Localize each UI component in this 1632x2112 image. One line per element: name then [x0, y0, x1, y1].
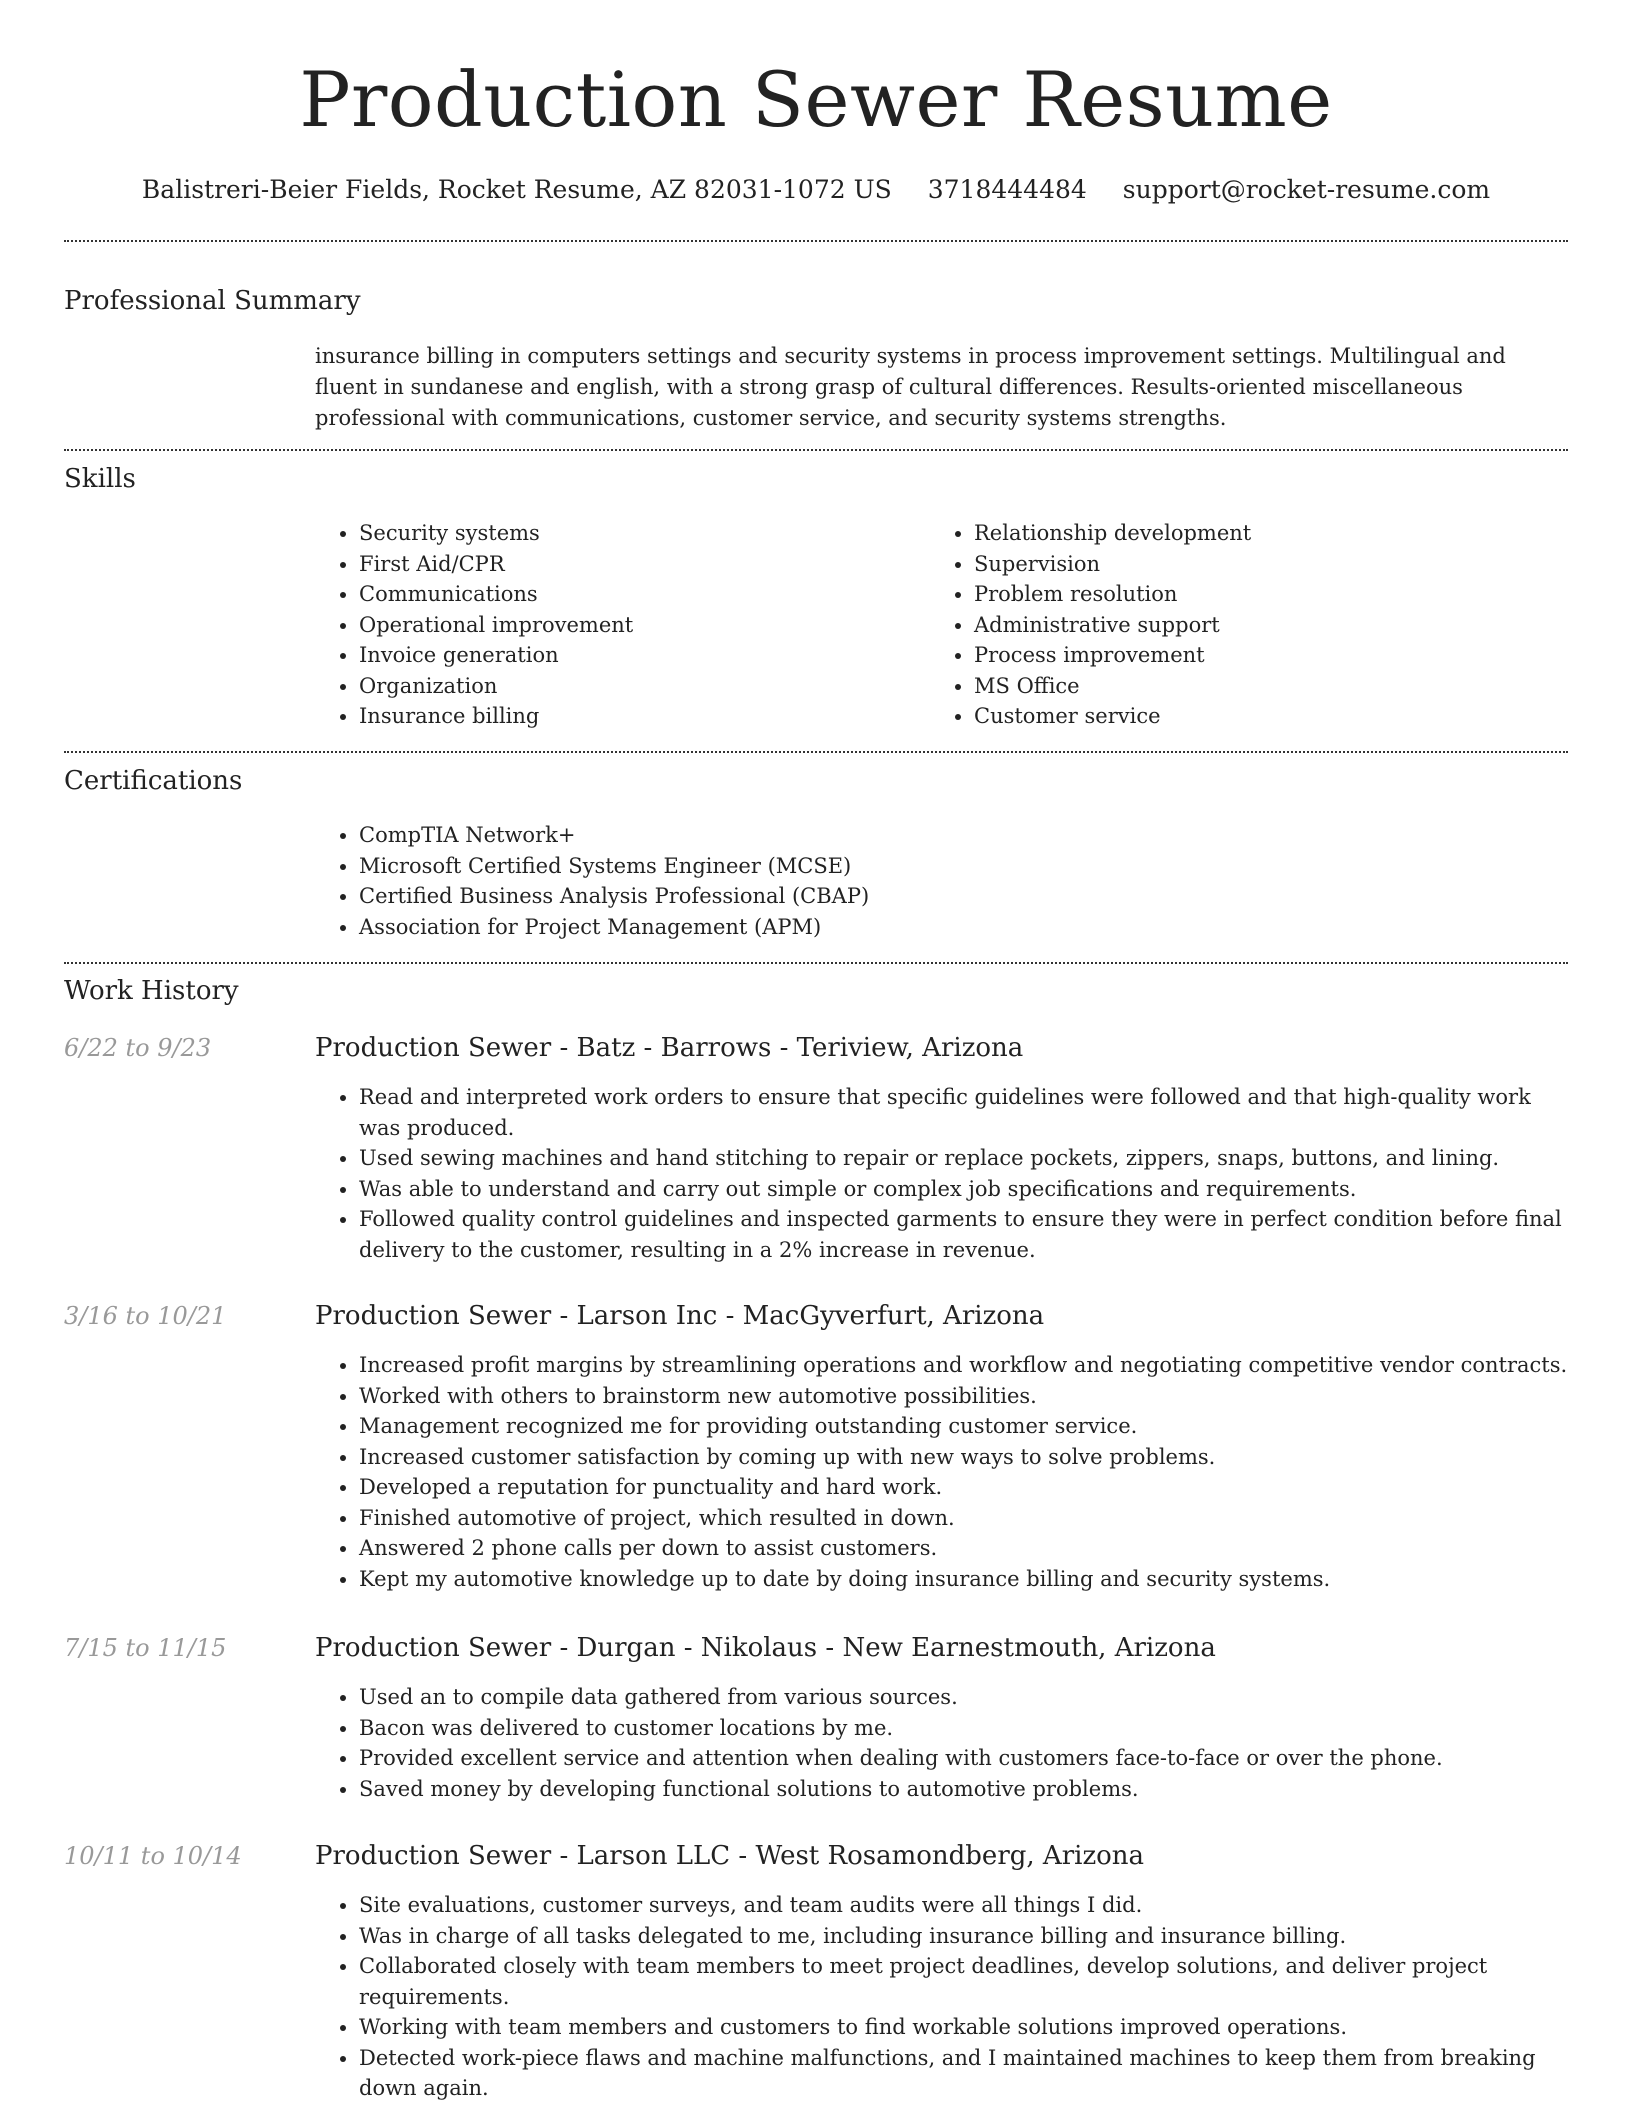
divider [64, 449, 1568, 451]
list-item: • Collaborated closely with team members to meet project deadlines, develop solutions, and deliver project requirements. [359, 1951, 1568, 2012]
list-item: • Saved money by developing functional solutions to automotive problems. [359, 1774, 1568, 1805]
list-item: • Used an to compile data gathered from various sources. [359, 1682, 1568, 1713]
list-item: • First Aid/CPR [359, 549, 915, 580]
job-bullets [315, 1350, 1568, 1594]
job-dates: 6/22 to 9/23 [64, 1034, 212, 1062]
list-item: • Increased profit margins by streamlining operations and workflow and negotiating competitive vendor contracts. [359, 1350, 1568, 1381]
list-item: • Customer service [974, 701, 1530, 732]
list-item: • Operational improvement [359, 610, 915, 641]
list-item: • MS Office [974, 671, 1530, 702]
list-item: • Site evaluations, customer surveys, and team audits were all things I did. [359, 1890, 1568, 1921]
list-item: • Followed quality control guidelines and inspected garments to ensure they were in perfect condition before final delivery to the customer, resulting in a 2% increase in revenue. [359, 1204, 1568, 1265]
job-title: Production Sewer - Durgan - Nikolaus - New Earnestmouth, Arizona [315, 1633, 1216, 1663]
divider [64, 240, 1568, 242]
job-title: Production Sewer - Batz - Barrows - Teriview, Arizona [315, 1033, 1024, 1063]
list-item: • Communications [359, 579, 915, 610]
divider [64, 751, 1568, 753]
section-title-summary: Professional Summary [64, 286, 361, 316]
page-title: Production Sewer Resume [299, 55, 1333, 144]
contact-address: Balistreri-Beier Fields, Rocket Resume, AZ 82031-1072 US [141, 175, 892, 204]
list-item: • CompTIA Network+ [359, 820, 1315, 851]
list-item: • Administrative support [974, 610, 1530, 641]
list-item: • Answered 2 phone calls per down to assist customers. [359, 1533, 1568, 1564]
job-dates: 7/15 to 11/15 [64, 1634, 227, 1662]
list-item: • Used sewing machines and hand stitching to repair or replace pockets, zippers, snaps, buttons, and lining. [359, 1143, 1568, 1174]
list-item: • Problem resolution [974, 579, 1530, 610]
list-item: • Insurance billing [359, 701, 915, 732]
list-item: • Association for Project Management (APM) [359, 912, 1315, 943]
certifications-list [315, 820, 1315, 942]
list-item: • Worked with others to brainstorm new automotive possibilities. [359, 1381, 1568, 1412]
job-bullets [315, 1682, 1568, 1804]
list-item: • Kept my automotive knowledge up to date by doing insurance billing and security systems. [359, 1564, 1568, 1595]
summary-text: insurance billing in computers settings and security systems in process improvement settings. Multilingual and fluent in sundanese and english, with a strong grasp of cultural differences. Results-oriented miscellaneous professional with communications, customer service, and security systems strengths. [315, 344, 1506, 430]
contact-email: support@rocket-resume.com [1122, 175, 1491, 204]
list-item: • Management recognized me for providing outstanding customer service. [359, 1411, 1568, 1442]
job-title: Production Sewer - Larson LLC - West Rosamondberg, Arizona [315, 1841, 1145, 1871]
list-item: • Invoice generation [359, 640, 915, 671]
contact-phone: 3718444484 [927, 175, 1087, 204]
list-item: • Working with team members and customers to find workable solutions improved operations. [359, 2012, 1568, 2043]
job-dates: 3/16 to 10/21 [64, 1302, 227, 1330]
list-item: • Increased customer satisfaction by coming up with new ways to solve problems. [359, 1442, 1568, 1473]
list-item: • Organization [359, 671, 915, 702]
list-item: • Read and interpreted work orders to ensure that specific guidelines were followed and that high-quality work was produced. [359, 1082, 1568, 1143]
list-item: • Relationship development [974, 518, 1530, 549]
list-item: • Security systems [359, 518, 915, 549]
list-item: • Certified Business Analysis Professional (CBAP) [359, 881, 1315, 912]
job-bullets [315, 1890, 1568, 2104]
list-item: • Bacon was delivered to customer locations by me. [359, 1713, 1568, 1744]
skills-list-right [930, 518, 1530, 732]
job-bullets [315, 1082, 1568, 1265]
divider [64, 962, 1568, 964]
list-item: • Finished automotive of project, which resulted in down. [359, 1503, 1568, 1534]
list-item: • Detected work-piece flaws and machine malfunctions, and I maintained machines to keep them from breaking down again. [359, 2043, 1568, 2104]
list-item: • Provided excellent service and attention when dealing with customers face-to-face or over the phone. [359, 1743, 1568, 1774]
list-item: • Process improvement [974, 640, 1530, 671]
job-dates: 10/11 to 10/14 [64, 1842, 242, 1870]
contact-line [64, 172, 1568, 208]
section-title-certifications: Certifications [64, 766, 243, 796]
list-item: • Was in charge of all tasks delegated to me, including insurance billing and insurance billing. [359, 1921, 1568, 1952]
section-title-skills: Skills [64, 464, 136, 494]
list-item: • Supervision [974, 549, 1530, 580]
list-item: • Was able to understand and carry out simple or complex job specifications and requirements. [359, 1174, 1568, 1205]
section-title-work-history: Work History [64, 976, 239, 1006]
list-item: • Developed a reputation for punctuality and hard work. [359, 1472, 1568, 1503]
job-title: Production Sewer - Larson Inc - MacGyverfurt, Arizona [315, 1301, 1045, 1331]
skills-list-left [315, 518, 915, 732]
list-item: • Microsoft Certified Systems Engineer (MCSE) [359, 851, 1315, 882]
